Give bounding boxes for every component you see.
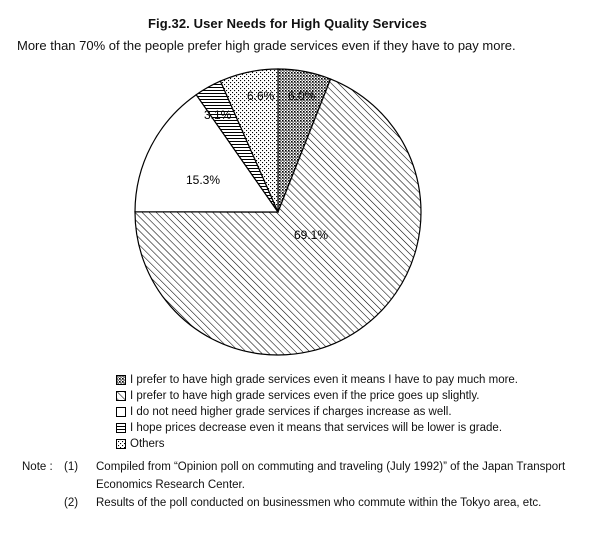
- note-prefix: Note :: [22, 461, 53, 473]
- notes: [22, 458, 566, 512]
- legend-item: [116, 436, 518, 452]
- note-1: [22, 458, 566, 494]
- legend-label: I do not need higher grade services if charges increase as well.: [130, 406, 452, 418]
- legend-item: [116, 372, 518, 388]
- legend-item: [116, 404, 518, 420]
- legend: [116, 372, 518, 452]
- note-text: Compiled from “Opinion poll on commuting and traveling (July 1992)” of the Japan Transport Economics Research Center.: [96, 461, 566, 491]
- legend-swatch: [116, 391, 126, 401]
- legend-label: I prefer to have high grade services even if the price goes up slightly.: [130, 390, 480, 402]
- slice-data-label: 6.0%: [288, 89, 316, 103]
- chart-title: Fig.32. User Needs for High Quality Services: [148, 16, 427, 31]
- legend-swatch: [116, 439, 126, 449]
- slice-data-label: 6.6%: [247, 89, 275, 103]
- legend-item: [116, 388, 518, 404]
- legend-swatch: [116, 407, 126, 417]
- chart-subtitle: More than 70% of the people prefer high grade services even if they have to pay more.: [17, 38, 516, 53]
- slice-data-label: 69.1%: [294, 228, 329, 242]
- note-text: Results of the poll conducted on businessmen who commute within the Tokyo area, etc.: [96, 497, 542, 509]
- legend-item: [116, 420, 518, 436]
- legend-label: I hope prices decrease even it means that services will be lower is grade.: [130, 422, 503, 434]
- note-number: (2): [64, 497, 79, 509]
- legend-swatch: [116, 423, 126, 433]
- legend-label: I prefer to have high grade services even it means I have to pay much more.: [130, 374, 519, 386]
- legend-swatch: [116, 375, 126, 385]
- slice-data-label: 15.3%: [186, 173, 221, 187]
- note-number: (1): [64, 461, 79, 473]
- legend-label: Others: [130, 438, 165, 450]
- slice-data-label: 3.1%: [204, 108, 232, 122]
- note-2: [22, 494, 566, 512]
